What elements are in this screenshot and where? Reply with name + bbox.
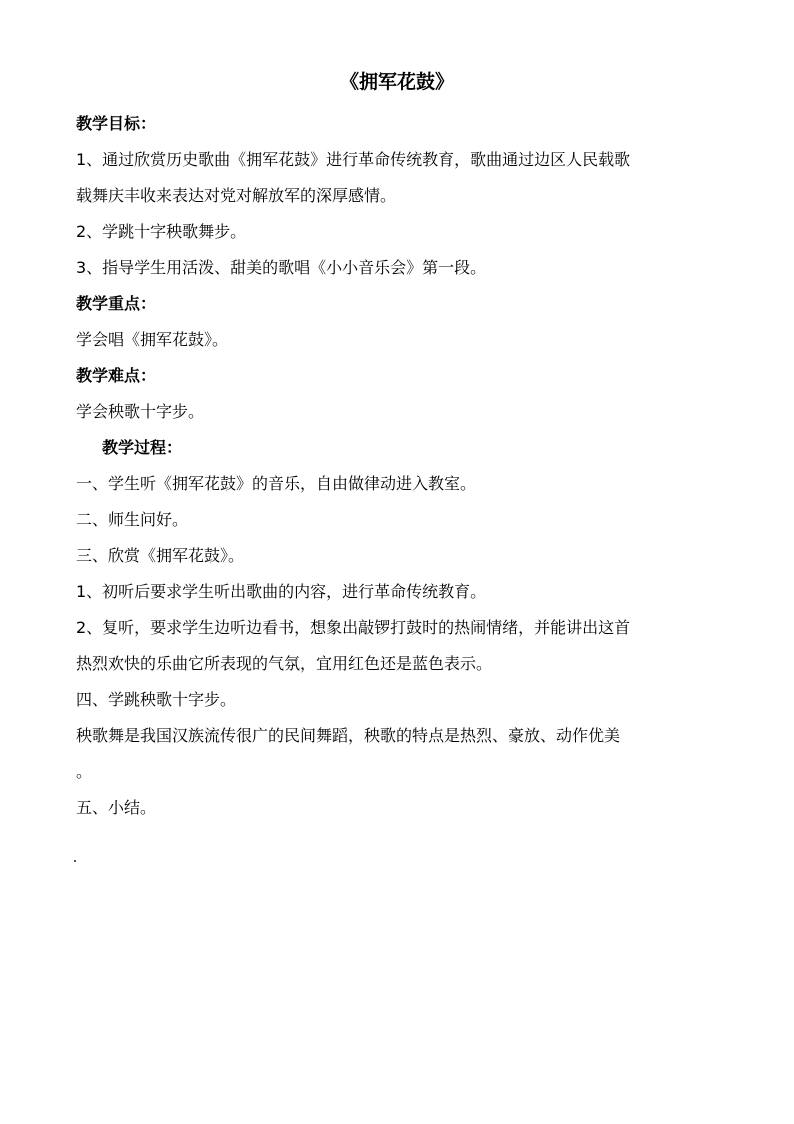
- heading-difficulties: 教学难点：: [76, 366, 157, 385]
- yangge-description-line-2: 。: [76, 762, 93, 781]
- process-step-3-sub-2-line-2: 热烈欢快的乐曲它所表现的气氛，宜用红色还是蓝色表示。: [76, 654, 493, 673]
- document-title: 《拥军花鼓》: [339, 71, 454, 93]
- stray-mark: [74, 860, 76, 862]
- process-step-5: 五、小结。: [76, 798, 157, 817]
- process-step-3: 三、欣赏《拥军花鼓》。: [76, 546, 245, 565]
- heading-teaching-process: 教学过程：: [102, 438, 183, 457]
- process-step-2: 二、师生问好。: [76, 510, 189, 529]
- key-point-text: 学会唱《拥军花鼓》。: [76, 330, 229, 349]
- objective-1-line-1: 1、通过欣赏历史歌曲《拥军花鼓》进行革命传统教育，歌曲通过边区人民载歌: [76, 150, 631, 169]
- process-step-3-sub-2-line-1: 2、复听，要求学生边听边看书，想象出敲锣打鼓时的热闹情绪，并能讲出这首: [76, 618, 631, 637]
- process-step-3-sub-1: 1、初听后要求学生听出歌曲的内容，进行革命传统教育。: [76, 582, 487, 601]
- process-step-4: 四、学跳秧歌十字步。: [76, 690, 237, 709]
- difficulty-text: 学会秧歌十字步。: [76, 402, 205, 421]
- yangge-description-line-1: 秧歌舞是我国汉族流传很广的民间舞蹈，秧歌的特点是热烈、豪放、动作优美: [76, 726, 621, 745]
- heading-teaching-objectives: 教学目标：: [76, 114, 157, 133]
- process-step-1: 一、学生听《拥军花鼓》的音乐，自由做律动进入教室。: [76, 474, 477, 493]
- document-body: [76, 106, 726, 826]
- objective-1-line-2: 载舞庆丰收来表达对党对解放军的深厚感情。: [76, 186, 397, 205]
- objective-3: 3、指导学生用活泼、甜美的歌唱《小小音乐会》第一段。: [76, 258, 487, 277]
- objective-2: 2、学跳十字秧歌舞步。: [76, 222, 247, 241]
- heading-key-points: 教学重点：: [76, 294, 157, 313]
